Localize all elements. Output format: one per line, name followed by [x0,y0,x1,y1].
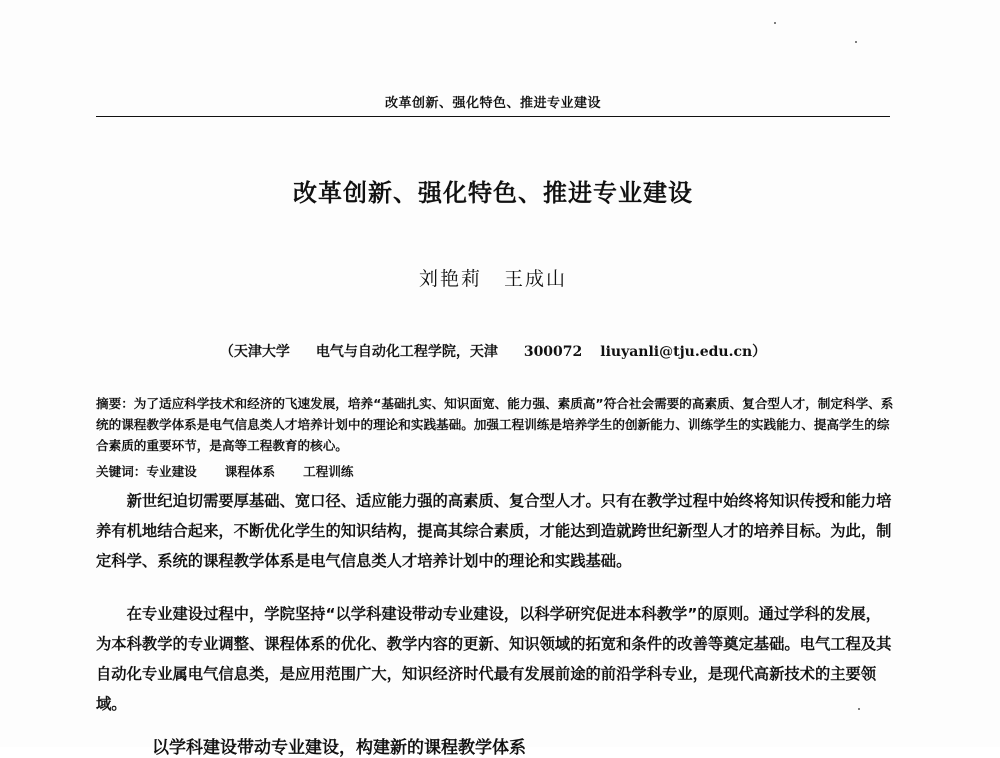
body-paragraph: 在专业建设过程中，学院坚持“以学科建设带动专业建设，以科学研究促进本科教学”的原则。通过学科的发展，为本科教学的专业调整、课程体系的优化、教学内容的更新、知识领域的拓宽和条件的改善等奠定基础。电气工程及其自动化专业属电气信息类，是应用范围广大，知识经济时代最有发展前途的前沿学科专业，是现代高新技术的主要领域。 [96,605,892,713]
affiliation-school: 电气与自动化工程学院，天津 [315,344,498,360]
article-title: 改革创新、强化特色、推进专业建设 [293,179,693,207]
scan-speck [858,708,860,710]
author-name: 王成山 [504,268,568,290]
abstract-text: 为了适应科学技术和经济的飞速发展，培养“基础扎实、知识面宽、能力强、素质高”符合社会需要的高素质、复合型人才，制定科学、系统的课程教学体系是电气信息类人才培养计划中的理论和实践基础。加强工程训练是培养学生的创新能力、训练学生的实践能力、提高学生的综合素质的重要环节，是高等工程教育的核心。 [96,396,894,453]
affiliation [96,341,890,361]
affiliation-postcode: 300072 [523,344,583,360]
keywords [96,462,896,482]
abstract-label: 摘要： [96,396,134,411]
scan-speck [855,41,857,43]
affiliation-university: 天津大学 [233,344,290,360]
author-name: 刘艳莉 [418,268,482,290]
scan-speck [774,22,776,24]
keyword: 工程训练 [303,464,354,479]
keyword: 课程体系 [224,464,276,479]
abstract [96,393,896,456]
keywords-label: 关键词： [96,464,147,479]
running-header: 改革创新、强化特色、推进专业建设 [384,96,601,111]
header-rule [96,116,890,117]
affiliation-open-paren: （ [219,344,234,360]
body-paragraph: 新世纪迫切需要厚基础、宽口径、适应能力强的高素质、复合型人才。只有在教学过程中始终将知识传授和能力培养有机地结合起来，不断优化学生的知识结构，提高其综合素质，才能达到造就跨世纪新型人才的培养目标。为此，制定科学、系统的课程教学体系是电气信息类人才培养计划中的理论和实践基础。 [96,492,892,570]
keyword: 专业建设 [146,464,197,479]
author-list [96,264,890,291]
affiliation-close-paren: ） [752,344,767,360]
section-heading-partial: 以学科建设带动专业建设，构建新的课程教学体系 [152,738,526,758]
affiliation-email: liuyanli@tju.edu.cn [600,344,753,360]
